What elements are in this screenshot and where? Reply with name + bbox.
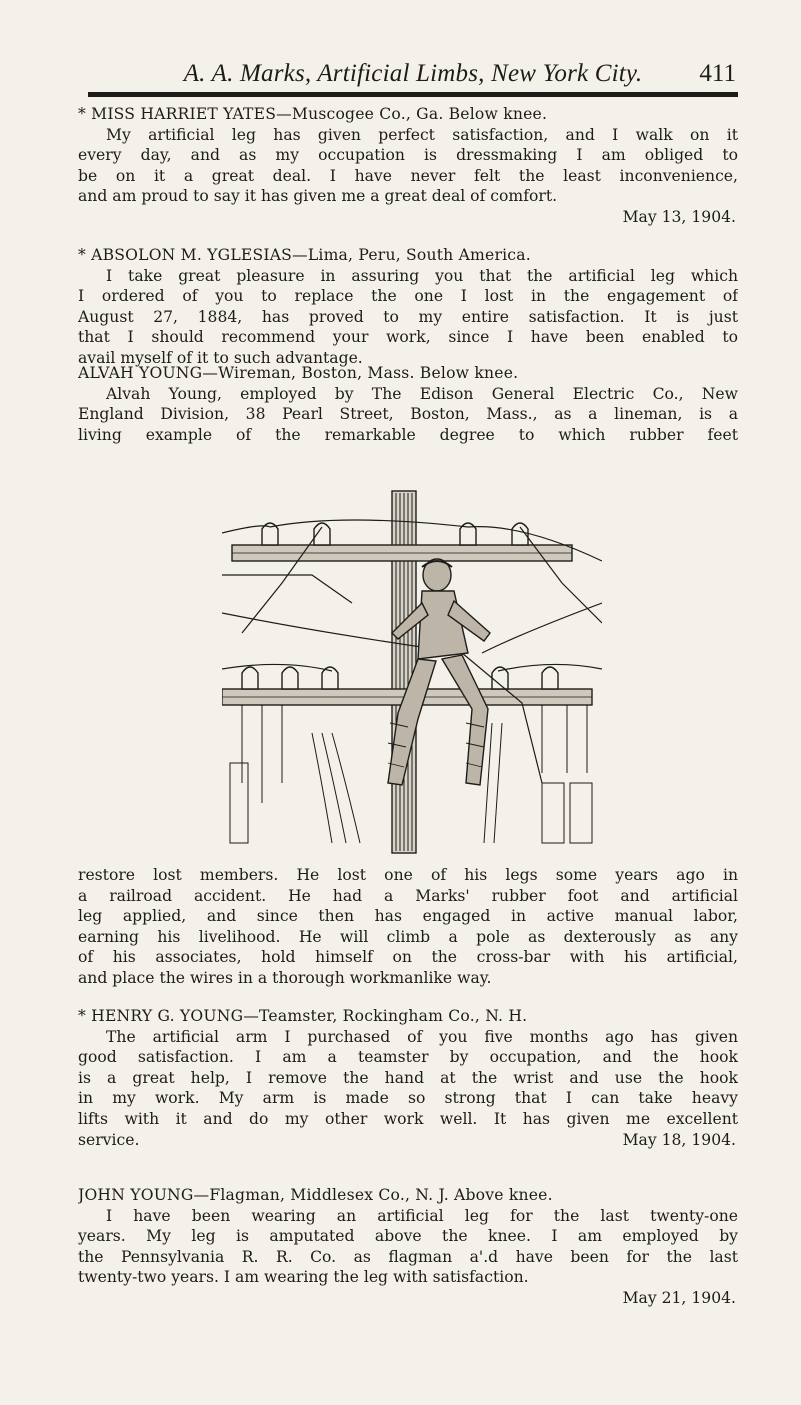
testimonial-yglesias <box>78 245 738 369</box>
testimonial-date: May 21, 1904. <box>622 1288 736 1307</box>
testimonial-alvah-young <box>78 363 738 445</box>
body-line: a railroad accident. He had a Marks' rubber foot and artificial <box>78 886 738 905</box>
testimonial-yates <box>78 104 738 228</box>
body-line: twenty-two years. I am wearing the leg with satisfaction. <box>78 1268 529 1287</box>
body-line: I ordered of you to replace the one I lost in the engagement of <box>78 287 738 306</box>
body-line: the Pennsylvania R. R. Co. as flagman a'.d have been for the last <box>78 1247 738 1266</box>
body-line: I take great pleasure in assuring you that the artificial leg which <box>106 266 738 285</box>
body-line: Alvah Young, employed by The Edison General Electric Co., New <box>106 384 738 403</box>
lineman-on-pole-icon <box>222 483 602 858</box>
running-title: A. A. Marks, Artificial Limbs, New York City. <box>183 60 643 87</box>
lineman-illustration <box>222 483 602 858</box>
testimonial-date: May 18, 1904. <box>622 1130 736 1149</box>
running-head <box>88 58 738 97</box>
body-line: earning his livelihood. He will climb a pole as dexterously as any <box>78 927 738 946</box>
body-line: restore lost members. He lost one of his legs some years ago in <box>78 866 738 884</box>
body-line: leg applied, and since then has engaged in active manual labor, <box>78 907 738 926</box>
body-line: of his associates, hold himself on the cross-bar with his artificial, <box>78 948 738 967</box>
body-line: that I should recommend your work, since I have been enabled to <box>78 328 738 347</box>
body-line: every day, and as my occupation is dressmaking I am obliged to <box>78 146 738 165</box>
body-line: England Division, 38 Pearl Street, Boston, Mass., as a lineman, is a <box>78 405 738 424</box>
body-line: years. My leg is amputated above the knee. I am employed by <box>78 1227 738 1246</box>
page-number: 411 <box>699 60 736 87</box>
testimonial-heading: * ABSOLON M. YGLESIAS—Lima, Peru, South America. <box>78 246 531 264</box>
testimonial-alvah-young-continued <box>78 865 738 989</box>
body-line: My artificial leg has given perfect satisfaction, and I walk on it <box>106 125 738 144</box>
body-line: and place the wires in a thorough workmanlike way. <box>78 968 492 987</box>
body-line: good satisfaction. I am a teamster by occupation, and the hook <box>78 1048 738 1067</box>
body-line: lifts with it and do my other work well. It has given me excellent <box>78 1109 738 1128</box>
body-line: living example of the remarkable degree to which rubber feet <box>78 425 738 444</box>
testimonial-john-young <box>78 1185 738 1309</box>
testimonial-heading: JOHN YOUNG—Flagman, Middlesex Co., N. J. Above knee. <box>78 1186 553 1204</box>
testimonial-heading: * HENRY G. YOUNG—Teamster, Rockingham Co., N. H. <box>78 1007 528 1025</box>
body-line: in my work. My arm is made so strong that I can take heavy <box>78 1089 738 1108</box>
testimonial-heading: ALVAH YOUNG—Wireman, Boston, Mass. Below knee. <box>78 364 519 382</box>
body-line: is a great help, I remove the hand at the wrist and use the hook <box>78 1068 738 1087</box>
body-line: be on it a great deal. I have never felt the least inconvenience, <box>78 166 738 185</box>
body-line: August 27, 1884, has proved to my entire satisfaction. It is just <box>78 307 738 326</box>
testimonial-date: May 13, 1904. <box>622 207 736 226</box>
body-line: service. <box>78 1130 140 1149</box>
body-line: and am proud to say it has given me a great deal of comfort. <box>78 187 558 206</box>
body-line: The artificial arm I purchased of you five months ago has given <box>106 1027 738 1046</box>
testimonial-henry-young <box>78 1006 738 1150</box>
testimonial-heading: * MISS HARRIET YATES—Muscogee Co., Ga. Below knee. <box>78 105 548 123</box>
body-line: avail myself of it to such advantage. <box>78 348 363 367</box>
body-line: I have been wearing an artificial leg for the last twenty-one <box>106 1206 738 1225</box>
